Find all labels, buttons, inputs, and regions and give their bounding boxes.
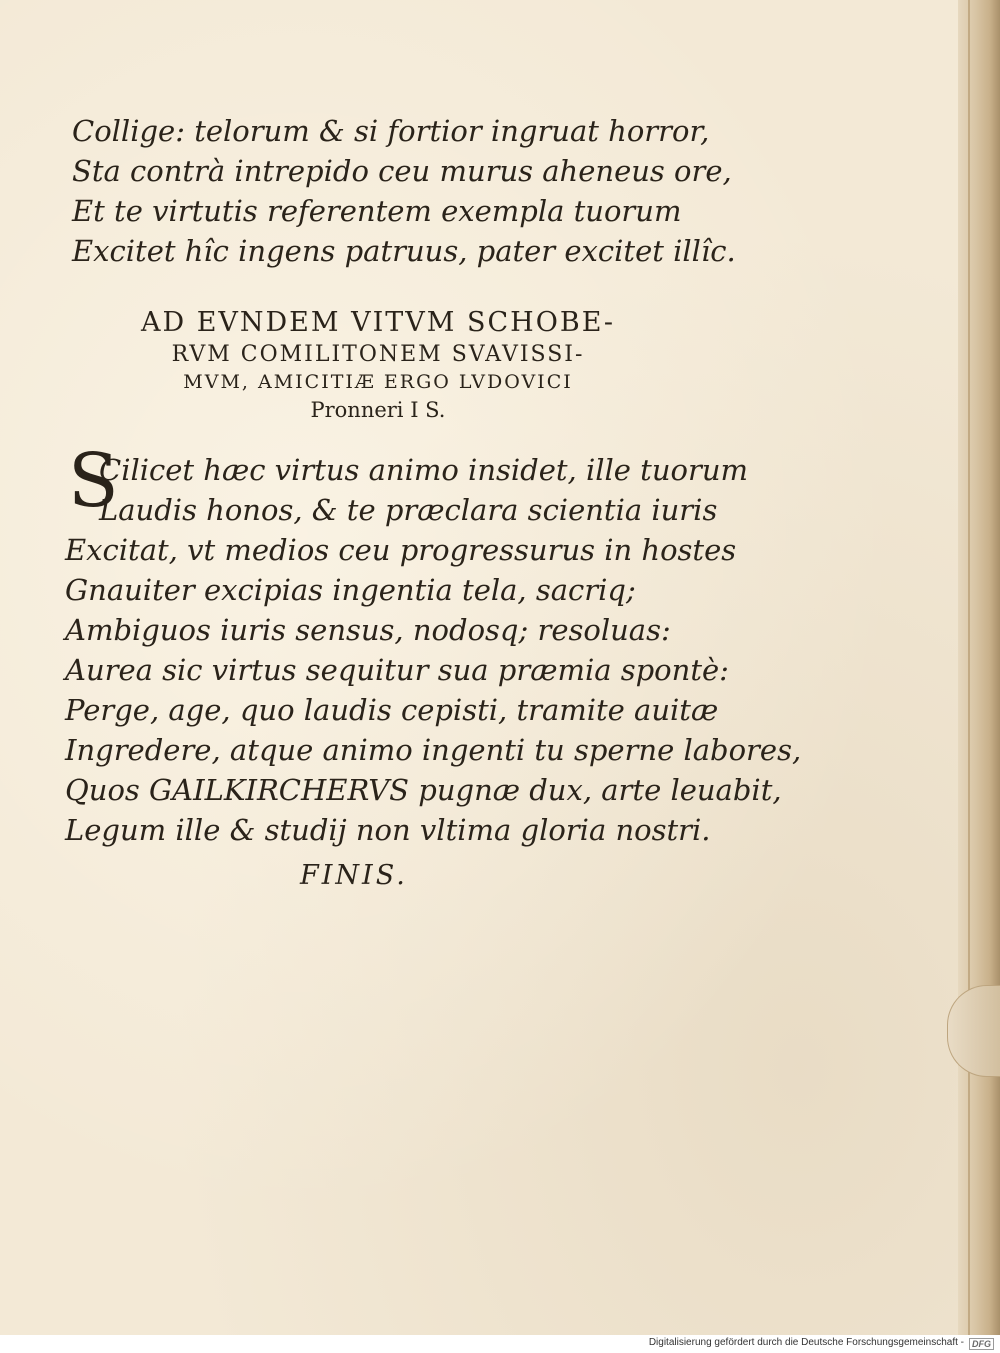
verse-line: Ingredere, atque animo ingenti tu sperne labores, (65, 733, 802, 767)
verse-line: Aurea sic virtus sequitur sua præmia spontè: (65, 653, 729, 687)
verse-block-1 (72, 111, 736, 271)
page-edge-line (968, 0, 970, 1335)
verse-line: Et te virtutis referentem exempla tuorum (72, 194, 682, 228)
page-edge (958, 0, 1000, 1335)
dfg-logo-icon[interactable]: DFG (969, 1338, 994, 1350)
verse-line: Ambiguos iuris sensus, nodosq; resoluas: (65, 613, 671, 647)
finis-label: FINIS. (300, 860, 408, 891)
footer-bar (0, 1335, 1000, 1353)
drop-cap: S (68, 438, 119, 524)
page-tab (947, 985, 1000, 1077)
verse-line: Cilicet hæc virtus animo insidet, ille tuorum (99, 453, 749, 487)
verse-line: Perge, age, quo laudis cepisti, tramite auitæ (65, 693, 719, 727)
verse-line: Legum ille & studij non vltima gloria nostri. (65, 813, 711, 847)
verse-line: Sta contrà intrepido ceu murus aheneus ore, (72, 154, 732, 188)
footer-credit: Digitalisierung gefördert durch die Deutsche Forschungsgemeinschaft - (648, 1337, 964, 1348)
verse-line: Quos GAILKIRCHERVS pugnæ dux, arte leuabit, (65, 773, 782, 807)
verse-line: Gnauiter excipias ingentia tela, sacriq; (65, 573, 636, 607)
heading-line: AD EVNDEM VITVM SCHOBE- (140, 307, 616, 338)
verse-line: Collige: telorum & si fortior ingruat horror, (72, 114, 710, 148)
verse-line: Laudis honos, & te præclara scientia iuris (99, 493, 718, 527)
verse-line: Excitet hîc ingens patruus, pater excitet illîc. (72, 234, 736, 268)
verse-block-2 (65, 450, 801, 850)
heading-line: RVM COMILITONEM SVAVISSI- (171, 342, 585, 367)
verse-line: Excitat, vt medios ceu progressurus in hostes (65, 533, 737, 567)
poem-heading (72, 306, 684, 424)
heading-author: Pronneri I S. (310, 398, 446, 422)
heading-line: MVM, AMICITIÆ ERGO LVDOVICI (183, 371, 573, 393)
